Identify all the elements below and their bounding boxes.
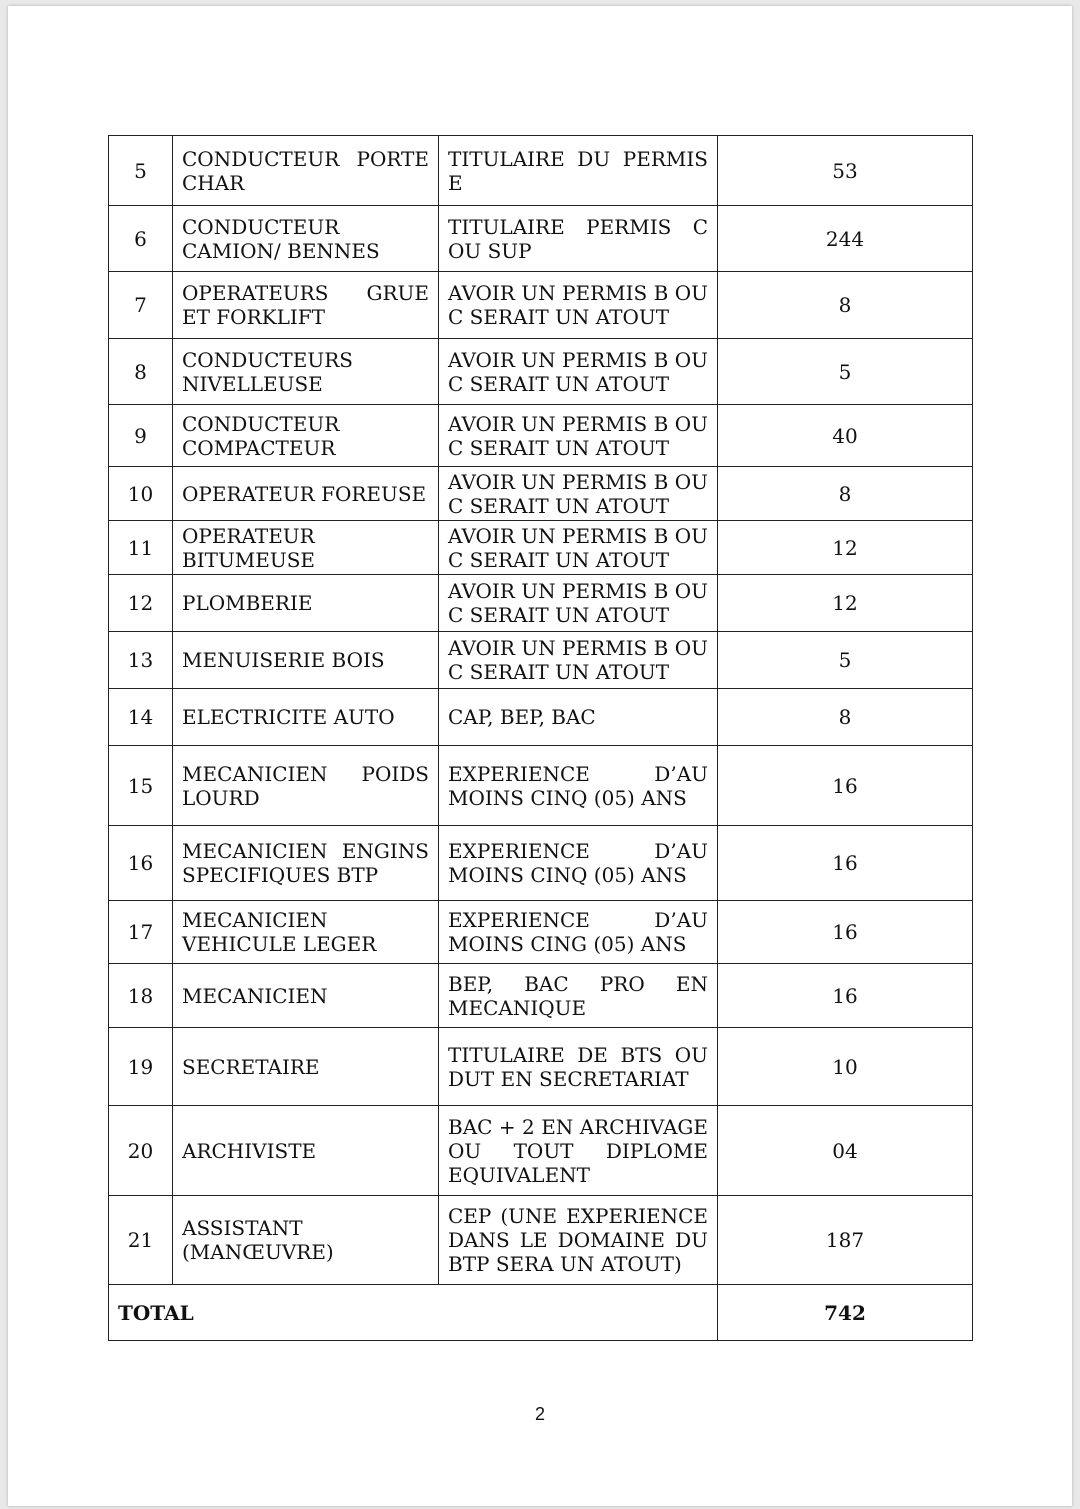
row-number: 7: [109, 272, 173, 339]
job-requirement: CEP (UNE EXPERIENCE DANS LE DOMAINE DU BTP SERA UN ATOUT): [439, 1196, 718, 1285]
job-title: MECANICIEN POIDS LOURD: [173, 746, 439, 826]
table-row: [109, 964, 973, 1028]
job-requirement: TITULAIRE DE BTS OU DUT EN SECRETARIAT: [439, 1028, 718, 1106]
table-row: [109, 746, 973, 826]
job-requirement: AVOIR UN PERMIS B OU C SERAIT UN ATOUT: [439, 272, 718, 339]
headcount: 16: [718, 826, 973, 901]
job-title: CONDUCTEUR PORTE CHAR: [173, 136, 439, 206]
headcount: 12: [718, 575, 973, 632]
job-title: CONDUCTEURS NIVELLEUSE: [173, 339, 439, 405]
job-requirement: AVOIR UN PERMIS B OU C SERAIT UN ATOUT: [439, 521, 718, 575]
job-requirement: CAP, BEP, BAC: [439, 689, 718, 746]
job-title: CONDUCTEUR CAMION/ BENNES: [173, 206, 439, 272]
total-label: TOTAL: [109, 1285, 718, 1341]
job-requirement: BEP, BAC PRO EN MECANIQUE: [439, 964, 718, 1028]
row-number: 17: [109, 901, 173, 964]
job-requirement: EXPERIENCE D’AU MOINS CINQ (05) ANS: [439, 746, 718, 826]
row-number: 11: [109, 521, 173, 575]
row-number: 9: [109, 405, 173, 467]
table-row: [109, 467, 973, 521]
job-title: OPERATEUR BITUMEUSE: [173, 521, 439, 575]
job-title: ARCHIVISTE: [173, 1106, 439, 1196]
jobs-table: [108, 135, 973, 1341]
table-row: [109, 405, 973, 467]
row-number: 6: [109, 206, 173, 272]
row-number: 13: [109, 632, 173, 689]
row-number: 5: [109, 136, 173, 206]
headcount: 10: [718, 1028, 973, 1106]
headcount: 5: [718, 632, 973, 689]
job-requirement: EXPERIENCE D’AU MOINS CINQ (05) ANS: [439, 826, 718, 901]
job-title: MECANICIEN ENGINS SPECIFIQUES BTP: [173, 826, 439, 901]
job-requirement: AVOIR UN PERMIS B OU C SERAIT UN ATOUT: [439, 575, 718, 632]
row-number: 18: [109, 964, 173, 1028]
job-requirement: AVOIR UN PERMIS B OU C SERAIT UN ATOUT: [439, 405, 718, 467]
table-row: [109, 136, 973, 206]
table-row: [109, 1196, 973, 1285]
table-row: [109, 272, 973, 339]
job-title: MENUISERIE BOIS: [173, 632, 439, 689]
job-requirement: TITULAIRE PERMIS C OU SUP: [439, 206, 718, 272]
row-number: 16: [109, 826, 173, 901]
headcount: 187: [718, 1196, 973, 1285]
job-title: CONDUCTEUR COMPACTEUR: [173, 405, 439, 467]
job-title: SECRETAIRE: [173, 1028, 439, 1106]
row-number: 19: [109, 1028, 173, 1106]
table-row: [109, 1028, 973, 1106]
table-row: [109, 521, 973, 575]
headcount: 5: [718, 339, 973, 405]
job-requirement: TITULAIRE DU PERMIS E: [439, 136, 718, 206]
document-page: [8, 6, 1072, 1506]
headcount: 12: [718, 521, 973, 575]
row-number: 10: [109, 467, 173, 521]
page-number: 2: [534, 1404, 545, 1424]
headcount: 8: [718, 467, 973, 521]
headcount: 40: [718, 405, 973, 467]
table-row: [109, 1106, 973, 1196]
job-requirement: AVOIR UN PERMIS B OU C SERAIT UN ATOUT: [439, 467, 718, 521]
headcount: 04: [718, 1106, 973, 1196]
table-row: [109, 339, 973, 405]
table-row: [109, 901, 973, 964]
table-row: [109, 575, 973, 632]
headcount: 16: [718, 901, 973, 964]
job-title: MECANICIEN: [173, 964, 439, 1028]
headcount: 16: [718, 964, 973, 1028]
table-row: [109, 632, 973, 689]
job-requirement: EXPERIENCE D’AU MOINS CING (05) ANS: [439, 901, 718, 964]
headcount: 244: [718, 206, 973, 272]
headcount: 8: [718, 689, 973, 746]
row-number: 20: [109, 1106, 173, 1196]
table-row: [109, 826, 973, 901]
table-row: [109, 689, 973, 746]
table-row: [109, 206, 973, 272]
job-title: ASSISTANT (MANŒUVRE): [173, 1196, 439, 1285]
job-title: MECANICIEN VEHICULE LEGER: [173, 901, 439, 964]
job-title: ELECTRICITE AUTO: [173, 689, 439, 746]
row-number: 8: [109, 339, 173, 405]
row-number: 21: [109, 1196, 173, 1285]
job-title: OPERATEURS GRUE ET FORKLIFT: [173, 272, 439, 339]
headcount: 8: [718, 272, 973, 339]
row-number: 14: [109, 689, 173, 746]
headcount: 16: [718, 746, 973, 826]
job-title: OPERATEUR FOREUSE: [173, 467, 439, 521]
headcount: 53: [718, 136, 973, 206]
job-title: PLOMBERIE: [173, 575, 439, 632]
total-row: [109, 1285, 973, 1341]
job-requirement: AVOIR UN PERMIS B OU C SERAIT UN ATOUT: [439, 632, 718, 689]
total-value: 742: [718, 1285, 973, 1341]
job-requirement: AVOIR UN PERMIS B OU C SERAIT UN ATOUT: [439, 339, 718, 405]
job-requirement: BAC + 2 EN ARCHIVAGE OU TOUT DIPLOME EQUIVALENT: [439, 1106, 718, 1196]
row-number: 12: [109, 575, 173, 632]
row-number: 15: [109, 746, 173, 826]
